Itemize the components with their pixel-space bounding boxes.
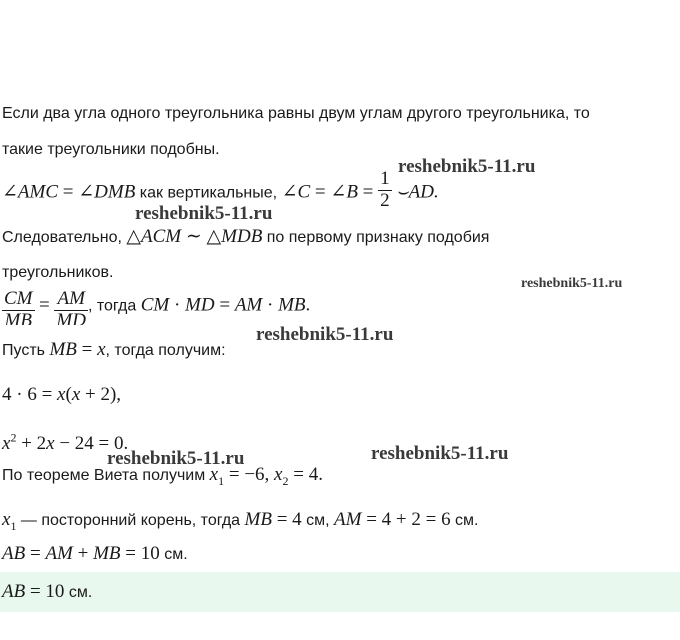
fraction-am-md: $\frac{AM}{MD}$ <box>56 288 86 325</box>
text-line-1 <box>2 104 590 124</box>
text-line-triangles <box>2 263 113 283</box>
equals-sign: = <box>38 294 55 316</box>
similarity-rule-part2: такие треугольники подобны. <box>2 141 220 158</box>
watermark: reshebnik5-11.ru <box>371 443 509 464</box>
unit-cm-4: см. <box>64 584 93 601</box>
let-text: Пусть <box>2 342 50 359</box>
formula-angle-c: ∠C = ∠B = <box>281 181 379 203</box>
then-get-text: , тогда получим: <box>105 342 226 359</box>
similarity-rule-part1: Если два угла одного треугольника равны двум углам другого треугольника, то <box>2 105 590 122</box>
vieta-text: По теореме Виета получим <box>2 467 210 484</box>
unit-cm-2: см. <box>450 512 479 529</box>
equation-1 <box>2 385 121 406</box>
answer-highlight <box>0 572 680 612</box>
text-line-ab-sum <box>2 544 188 565</box>
vertical-text: как вертикальные, <box>139 184 282 202</box>
fraction-cm-mb: $\frac{CM}{MB}$ <box>4 288 33 325</box>
formula-angle-amc: ∠AMC = ∠DMB <box>2 181 136 203</box>
extraneous-text: — посторонний корень, тогда <box>16 512 245 529</box>
first-sign-text: по первому признаку подобия <box>266 229 490 246</box>
text-line-proportion <box>2 288 310 325</box>
formula-ab-sum: AB = AM + MB = 10 <box>2 543 160 564</box>
formula-similar-triangles: △ACM ∼ △MDB <box>126 226 263 247</box>
formula-quadratic: $x^2 + 2x - 24 = 0$. <box>2 431 129 455</box>
formula-mb-4: MB = 4 <box>244 509 302 530</box>
fraction-one-half: $\frac{1}{2}$ <box>380 168 390 211</box>
watermark: reshebnik5-11.ru <box>398 156 536 177</box>
formula-product: CM · MD = AM · MB. <box>140 294 311 316</box>
therefore-text: Следовательно, <box>2 229 127 246</box>
text-line-2 <box>2 140 220 160</box>
answer-line <box>2 582 92 603</box>
unit-cm-3: см. <box>159 546 188 563</box>
formula-mb-x: MB = x <box>49 339 106 360</box>
formula-roots: $x_1 = -6$, $x_2 = 4$. <box>209 464 323 488</box>
then-text: , тогда <box>87 297 141 315</box>
formula-answer: AB = 10 <box>2 581 65 602</box>
formula-x1: $x_1$ <box>2 509 17 533</box>
text-line-extraneous <box>2 510 479 536</box>
watermark: reshebnik5-11.ru <box>107 448 245 469</box>
triangles-text: треугольников. <box>2 264 114 281</box>
formula-4x6: 4 · 6 = x(x + 2), <box>2 384 122 405</box>
watermark: reshebnik5-11.ru <box>256 324 394 345</box>
watermark: reshebnik5-11.ru <box>521 276 623 291</box>
text-line-let <box>2 340 226 361</box>
formula-am-6: AM = 4 + 2 = 6 <box>334 509 451 530</box>
formula-arc-ad: ⌣AD. <box>396 181 439 203</box>
watermark: reshebnik5-11.ru <box>135 203 273 224</box>
text-line-therefore <box>2 227 489 248</box>
unit-cm-1: см, <box>301 512 335 529</box>
